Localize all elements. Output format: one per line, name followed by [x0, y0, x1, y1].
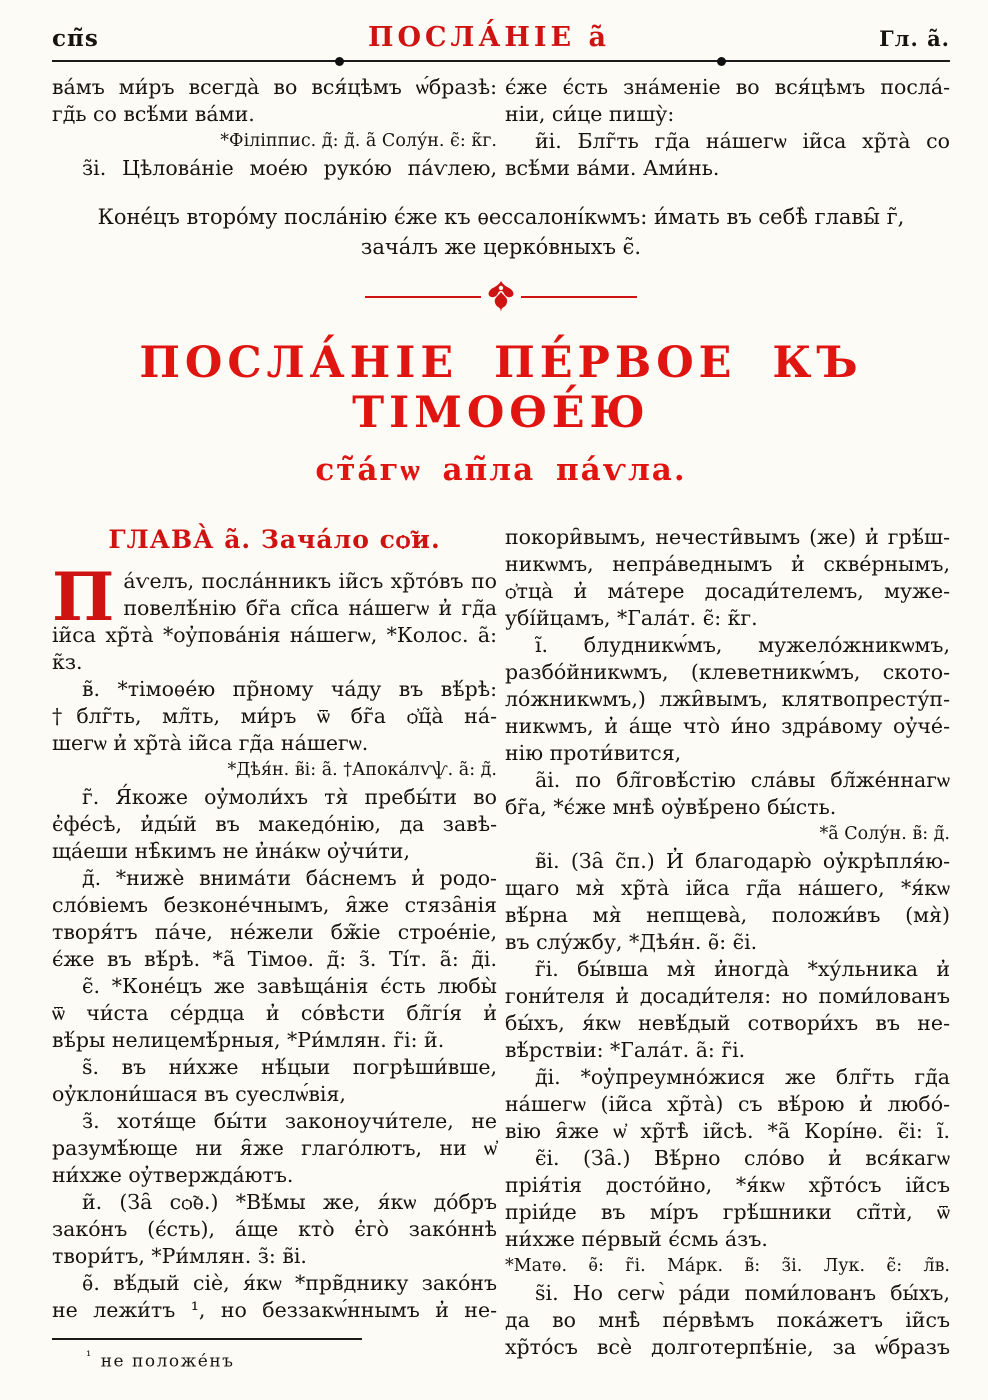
- text-line: д̃. *нижѐ внима́ти ба́снемъ и̓ родо-: [82, 866, 497, 890]
- footnote-rule: [52, 1338, 362, 1340]
- epistle-title: ПОСЛА́НІЕ ПЕ́РВОЕ КЪ ТІМОѲЕ́Ю: [139, 338, 863, 438]
- text-line: щаго мя̀ хр̃та̀ іи̃са гд̃а на́шего, *я́кѡ: [505, 876, 950, 900]
- text-line: не лежи́тъ ¹, но беззакѡ́ннымъ и̓ не-: [52, 1298, 497, 1322]
- text-line: всѣ́ми ва́ми. Ами́нь.: [505, 156, 720, 180]
- body-left-lines: [52, 558, 497, 1324]
- text-line: вѣ́рствіи: *Гала́т. а̃: г̃і.: [505, 1038, 746, 1062]
- text-line: зако́нъ (є́сть), а́ще кто̀ є̓го̀ зако́ннѣ: [52, 1217, 497, 1241]
- text-line: *а̃ Солу́н. в̃: д̃.: [819, 824, 950, 844]
- text-line: *Дѣя́н. в̃і: а̃. †Апока́лѵѱ. а̃: д̃.: [227, 760, 497, 780]
- text-line: бы́хъ, я́кѡ невѣ́дый сотвори́хъ въ не-: [505, 1011, 950, 1035]
- text-line: ѳ̃. вѣ́дый сіѐ, я́кѡ *прв̃днику зако́нъ: [82, 1271, 497, 1295]
- text-line: є̃і. (За̑.) Вѣ́рно сло́во и̓ вся́кагѡ: [535, 1146, 950, 1170]
- text-line: оу̓клони́шася въ суеслѡ́вія,: [52, 1082, 346, 1106]
- footnote-label: не положе́нъ: [100, 1351, 235, 1372]
- text-line: ща́еши нѣ̑кимъ не и̓на́кѡ оу̓чи́ти,: [52, 839, 410, 863]
- text-line: ѕ̃. въ ни́хже нѣ́цыи погрѣши́вше,: [82, 1055, 497, 1079]
- rule-dot-right: [717, 57, 726, 66]
- colophon-line: Коне́цъ второ́му посла́нію є́же къ ѳессалоні́кѡмъ: и́мать въ себѣ̀ главы̑ г̃,: [97, 205, 905, 229]
- text-line: въ слу́жбу, *Дѣя́н. ѳ̃: є̃і.: [505, 930, 758, 954]
- fleuron-icon: [483, 280, 519, 314]
- closing-left-column: [52, 74, 497, 182]
- text-line: *Філіппис. д̃: д̃. а̃ Солу́н. є̃: к̃г.: [220, 131, 497, 151]
- text-line: є́же въ вѣ́рѣ. *а̃ Тімоѳ. д̃: з̃. Ті́т. а̃: д̃і.: [52, 947, 497, 971]
- text-line: є̓фе́сѣ, и̓ды́й въ македо́нію, да завѣ-: [52, 812, 497, 836]
- text-line: *Матѳ. ѳ̃: г̃і. Ма́рк. в̃: з̃і. Лук. є̃: л̃в.: [505, 1256, 950, 1276]
- closing-right-column: [505, 74, 950, 182]
- text-line: твори́тъ, *Ри́млян. з̃: в̃і.: [52, 1244, 307, 1268]
- header-rule: [52, 60, 950, 62]
- text-line: разбо́йникѡмъ, (клеветникѡ́мъ, ското-: [505, 660, 950, 684]
- text-line: г̃. Я́коже оу̓моли́хъ тя̀ пребы́ти во: [82, 785, 497, 809]
- text-line: и̃і. Блг̃ть гд̃а на́шегѡ іи̃са хр̃та̀ со: [535, 129, 950, 153]
- text-line: вѣ́ры нелицемѣ́рныя, *Ри́млян. г̃і: и̃.: [52, 1028, 445, 1052]
- text-line: пріи́де въ мі́ръ грѣ́шники сп̃тѝ, ѿ: [505, 1200, 950, 1224]
- footnote-text: [52, 1349, 497, 1372]
- text-line: з̃. хотя́ще бы́ти законоучи́теле, не: [82, 1109, 497, 1133]
- chapter-heading: ГЛАВА̀ а̃. Зача́ло сѻ̃и.: [108, 525, 441, 554]
- epistle-subtitle: ст̃а́гѡ ап̃ла па́ѵла.: [315, 452, 687, 488]
- text-line: є́же є́сть зна́меніе во вся́цѣмъ посла́-: [505, 75, 950, 99]
- text-line: г̃і. бы́вша мя̀ и̓ногда̀ *ху́льника и̓: [535, 957, 950, 981]
- text-line: а́ѵелъ, посла́нникъ іи̃съ хр̃то́въ по: [123, 569, 497, 593]
- text-line: в̃. *тімоѳе́ю пр̃ному ча́ду въ вѣ́рѣ:: [82, 677, 497, 701]
- text-line: іи̃са хр̃та̀ *оу̓пова́нія на́шегѡ, *Колос. а̃: к̃з.: [52, 623, 497, 674]
- text-line: а̃і. по бл̃говѣ́стію сла́вы бл̃же́ннагѡ: [535, 768, 950, 792]
- text-line: вію я̑же ѡ̓ хр̃тѣ̀ іи̃сѣ. *а̃ Корі́нѳ. є̃і: і̃.: [505, 1119, 950, 1143]
- text-line: сло́віемъ безконе́чнымъ, я̑же стяза̑нія: [52, 893, 497, 917]
- text-line: гд̃ь со всѣ́ми ва́ми.: [52, 102, 255, 126]
- text-line: покори̑вымъ, нечести̑вымъ (же) и̓ грѣ́ш-: [505, 525, 950, 549]
- text-line: хр̃то́съ всѐ долготерпѣ́ніе, за ѡ́бразъ: [505, 1335, 950, 1359]
- text-line: и̃. (За̑ сѻ̃ѳ.) *Вѣ́мы же, я́кѡ до́бръ: [82, 1190, 497, 1214]
- body-left-column: [52, 524, 497, 1372]
- text-line: ѕ̃і. Но сегѡ̀ ра́ди поми́лованъ бы́хъ,: [535, 1281, 950, 1305]
- running-title: ПОСЛА́НІЕ а̃: [367, 22, 610, 53]
- text-line: никѡмъ, и̓ а́ще что̀ и́но здра́вому оу̓че́-: [505, 714, 950, 738]
- text-line: никѡмъ, непра́веднымъ и̓ скве́рнымъ,: [505, 552, 950, 576]
- body-right-column: [505, 524, 950, 1372]
- text-line: ло́жникѡмъ,) лжи̑вымъ, клятвопресту́п-: [505, 687, 950, 711]
- text-line: є̃. *Коне́цъ же завѣща́нія є́сть любы̀: [82, 974, 497, 998]
- rule-dot-left: [335, 57, 344, 66]
- text-line: разумѣ́юще ни я̑же глаго́лютъ, ни ѡ̓: [52, 1136, 497, 1160]
- text-line: да во мнѣ̀ пе́рвѣмъ пока́жетъ іи̃съ: [505, 1308, 950, 1332]
- text-line: шегѡ и̓ хр̃та̀ іи̃са гд̃а на́шегѡ.: [52, 731, 369, 755]
- colophon: [52, 202, 950, 262]
- text-line: ѻ̓тца̀ и̓ ма́тере досади́телемъ, муже-: [505, 579, 950, 603]
- text-line: з̃і. Цѣлова́ніе мое́ю руко́ю па́ѵлею,: [82, 156, 497, 180]
- text-line: вѣ́рна мя̀ непщева̀, положи́въ (мя̀): [505, 903, 950, 927]
- footnote: [52, 1338, 497, 1372]
- text-line: ва́мъ ми́ръ всегда̀ во вся́цѣмъ ѡ́бразѣ:: [52, 75, 497, 99]
- text-line: на́шегѡ (іи̃са хр̃та̀) съ вѣ́рою и̓ любо́-: [505, 1092, 950, 1116]
- text-line: д̃і. *оу̓преумно́жися же блг̃ть гд̃а: [535, 1065, 950, 1089]
- text-line: ни́хже пе́рвый є́смь а́зъ.: [505, 1227, 768, 1251]
- text-line: прія́тія досто́йно, *я́кѡ хр̃то́съ іи̃съ: [505, 1173, 950, 1197]
- text-line: ѿ чи́ста се́рдца и̓ со́вѣсти бл̃гі́я и̓: [52, 1001, 497, 1025]
- text-line: повелѣ́нію бг̃а сп̃са на́шегѡ и̓ гд̃а: [123, 596, 497, 620]
- text-line: і̃. блудникѡ́мъ, мужело́жникѡмъ,: [535, 633, 950, 657]
- page-number: сп̃ѕ: [52, 25, 99, 52]
- section-divider: [365, 280, 637, 314]
- text-line: в̃і. (За̑ с̃п.) И̓ благодарю̀ оу̓крѣпля́ю-: [535, 849, 950, 873]
- text-line: ни́хже оу̓твержда́ютъ.: [52, 1163, 294, 1187]
- text-line: убі́йцамъ, *Гала́т. є̃: к̃г.: [505, 606, 758, 630]
- running-header: [52, 22, 950, 53]
- divider-line-left: [365, 296, 481, 298]
- text-line: бг̃а, *є́же мнѣ̀ оу̓вѣ́рено бы́сть.: [505, 795, 837, 819]
- footnote-marker: ¹: [86, 1349, 93, 1364]
- text-line: гони́теля и̓ досади́теля: но поми́лованъ: [505, 984, 950, 1008]
- text-line: †блг̃ть, мл̃ть, ми́ръ ѿ бг̃а ѻ̓ц̃а̀ на́-: [52, 704, 497, 728]
- closing-text-columns: [52, 74, 950, 182]
- drop-cap: П: [52, 558, 115, 636]
- text-line: ніи, си́це пишу̀:: [505, 102, 675, 126]
- divider-line-right: [521, 296, 637, 298]
- colophon-line: зача́лъ же церко́вныхъ є̃.: [360, 235, 642, 259]
- chapter-label: Гл. а̃.: [879, 26, 950, 51]
- text-line: творя́тъ па́че, не́жели бж̃іе строе́ніе,: [52, 920, 497, 944]
- text-line: нію проти́вится,: [505, 741, 682, 765]
- body-columns: [52, 524, 950, 1372]
